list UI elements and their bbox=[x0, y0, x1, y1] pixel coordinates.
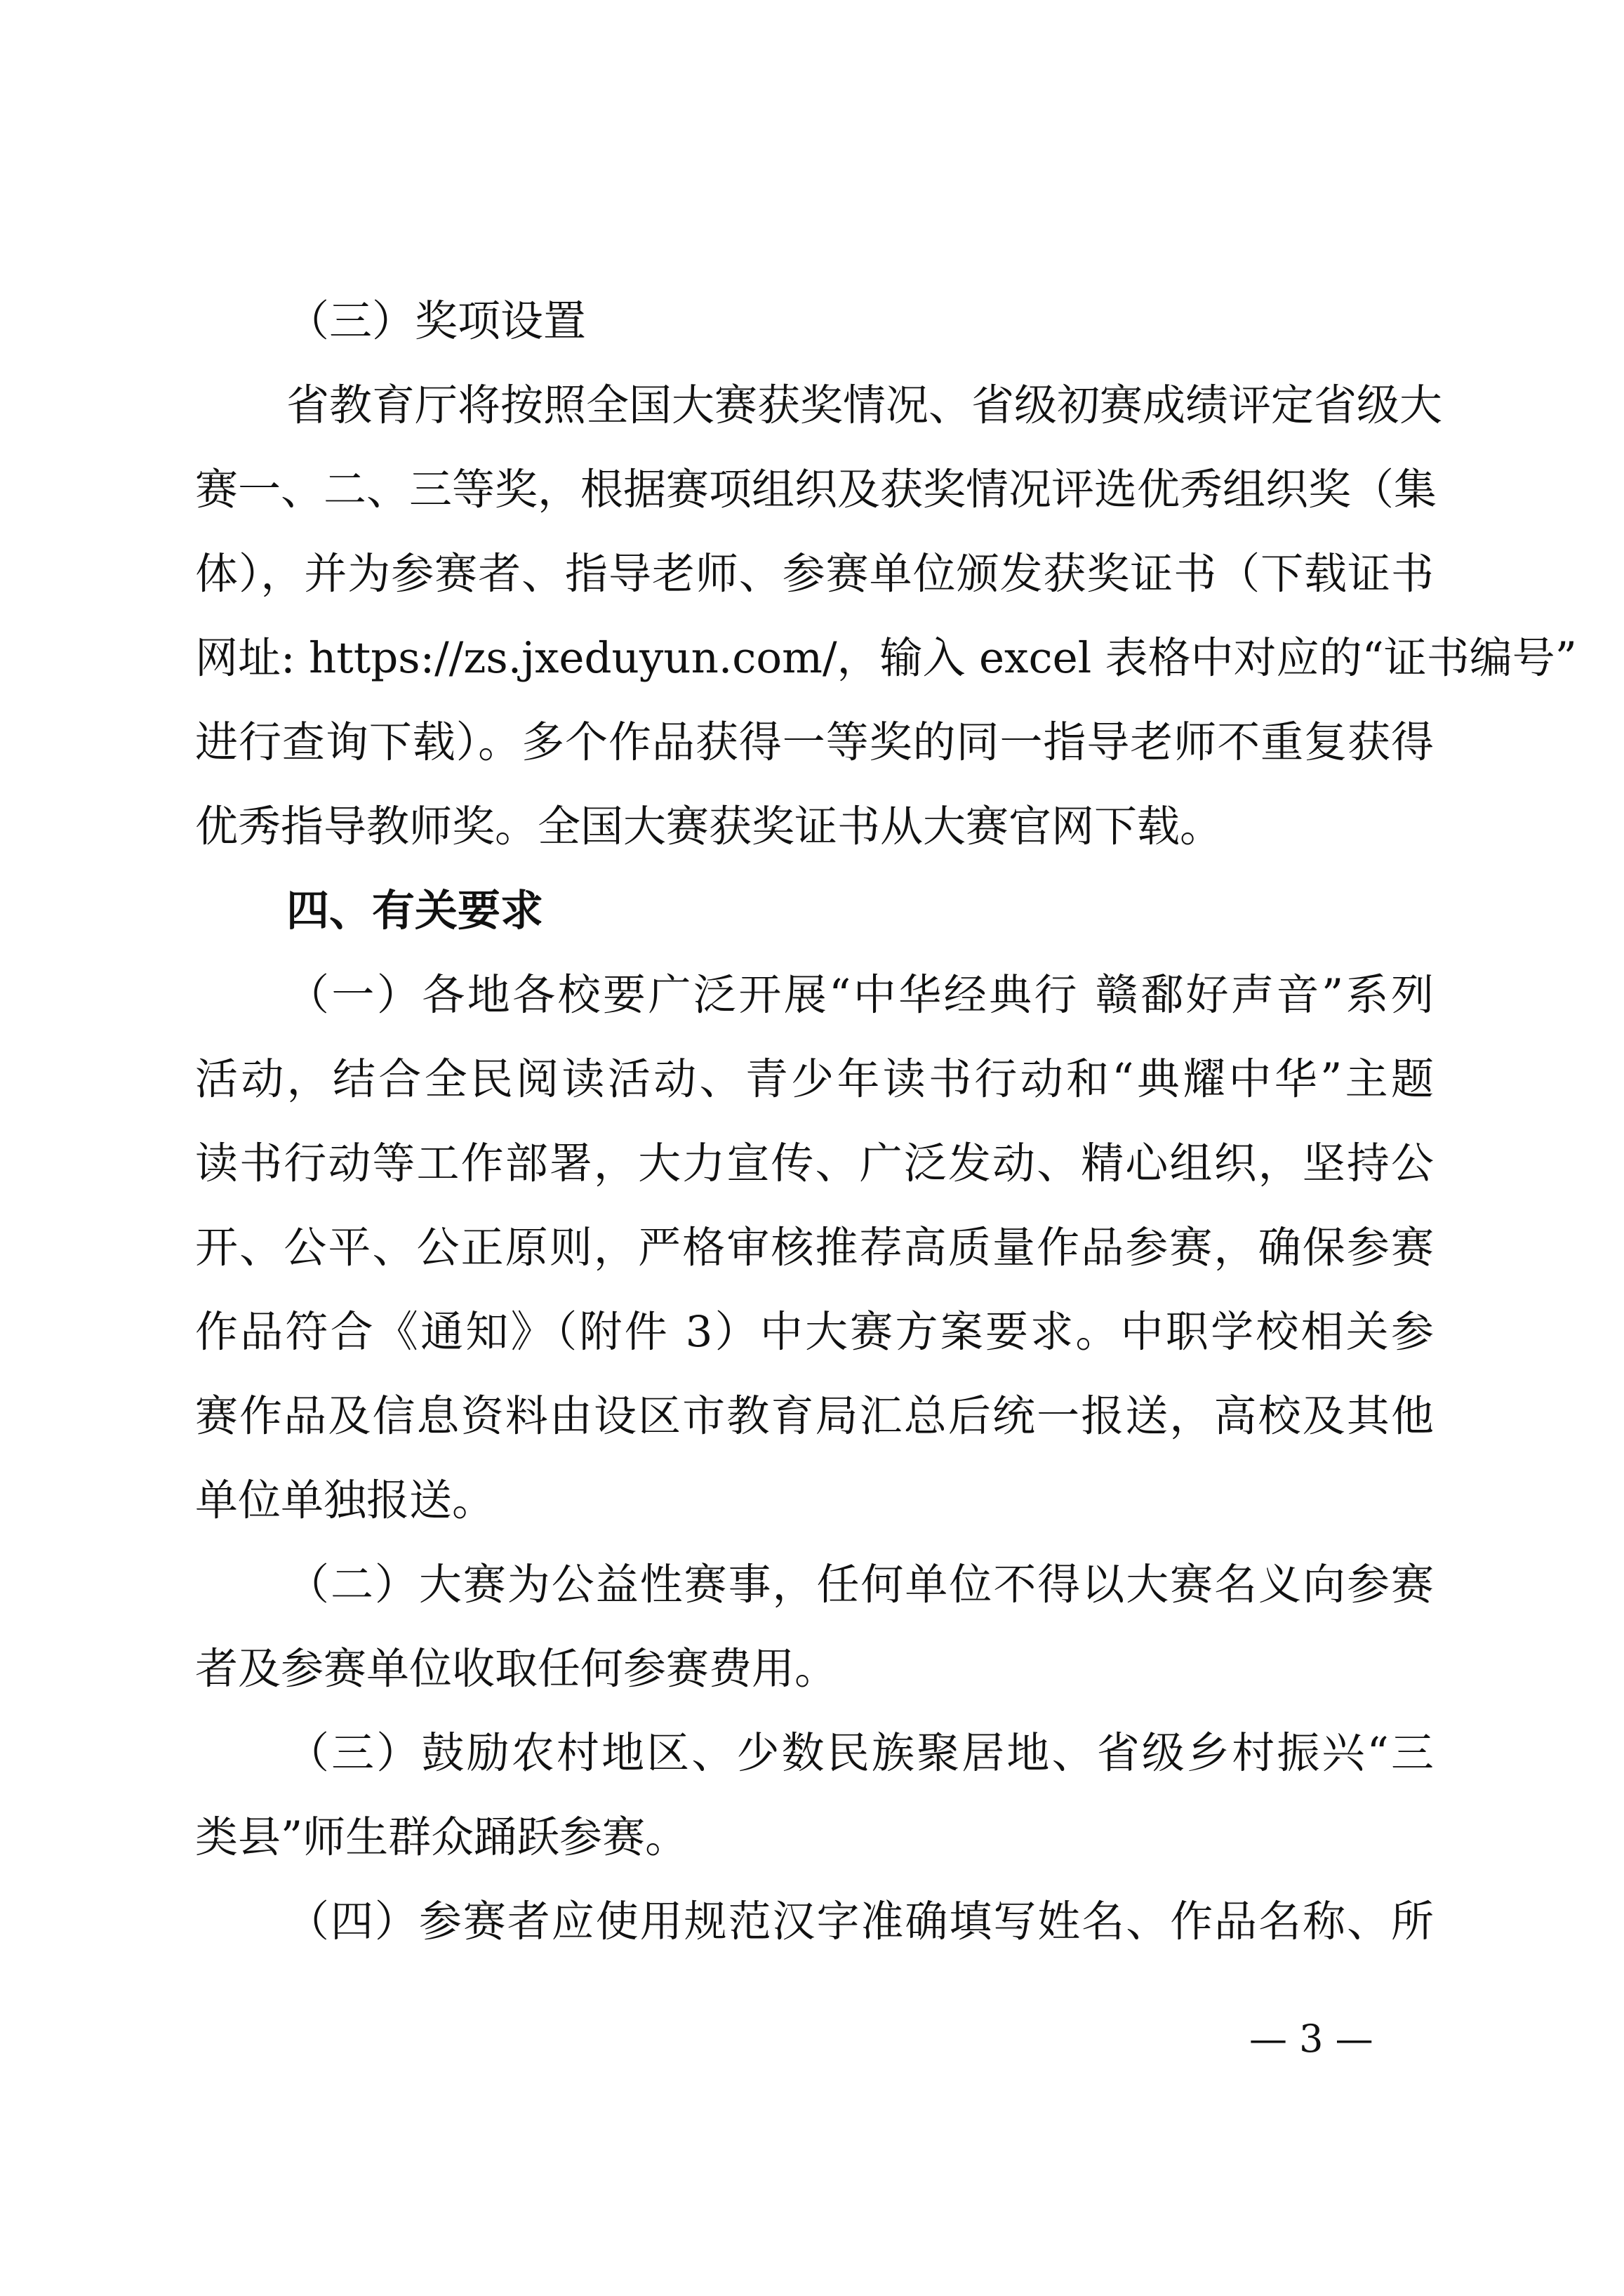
requirements-heading: 四、有关要求 bbox=[286, 886, 544, 936]
requirement-1-line-2: 活动，结合全民阅读活动、青少年读书行动和“典耀中华”主题 bbox=[195, 1054, 1434, 1104]
requirement-2-line-2: 者及参赛单位收取任何参赛费用。 bbox=[195, 1644, 838, 1694]
requirement-1-line-4: 开、公平、公正原则，严格审核推荐高质量作品参赛，确保参赛 bbox=[195, 1223, 1434, 1273]
awards-paragraph-line-4: 网址: https://zs.jxeduyun.com/，输入 excel 表格中对应的“证书编号” bbox=[195, 633, 1577, 683]
requirement-1-line-5: 作品符合《通知》（附件 3）中大赛方案要求。中职学校相关参 bbox=[195, 1307, 1434, 1357]
requirement-1-line-1: （一）各地各校要广泛开展“中华经典行 赣鄱好声音”系列 bbox=[286, 970, 1434, 1020]
awards-paragraph-line-3: 体），并为参赛者、指导老师、参赛单位颁发获奖证书（下载证书 bbox=[195, 549, 1434, 599]
requirement-1-line-7: 单位单独报送。 bbox=[195, 1475, 495, 1525]
requirement-3-line-2: 类县”师生群众踊跃参赛。 bbox=[195, 1812, 688, 1862]
awards-paragraph-line-6: 优秀指导教师奖。全国大赛获奖证书从大赛官网下载。 bbox=[195, 802, 1223, 851]
awards-paragraph-line-5: 进行查询下载）。多个作品获得一等奖的同一指导老师不重复获得 bbox=[195, 717, 1434, 767]
page-number: — 3 — bbox=[1249, 2017, 1373, 2061]
requirement-4-line-1: （四）参赛者应使用规范汉字准确填写姓名、作品名称、所 bbox=[286, 1897, 1434, 1946]
awards-paragraph-line-2: 赛一、二、三等奖，根据赛项组织及获奖情况评选优秀组织奖（集 bbox=[195, 465, 1437, 515]
requirement-1-line-6: 赛作品及信息资料由设区市教育局汇总后统一报送，高校及其他 bbox=[195, 1391, 1434, 1441]
requirement-1-line-3: 读书行动等工作部署，大力宣传、广泛发动、精心组织，坚持公 bbox=[195, 1139, 1434, 1188]
requirement-2-line-1: （二）大赛为公益性赛事，任何单位不得以大赛名义向参赛 bbox=[286, 1560, 1434, 1610]
awards-paragraph-line-1: 省教育厅将按照全国大赛获奖情况、省级初赛成绩评定省级大 bbox=[286, 380, 1443, 430]
requirement-3-line-1: （三）鼓励农村地区、少数民族聚居地、省级乡村振兴“三 bbox=[286, 1728, 1434, 1778]
awards-heading: （三）奖项设置 bbox=[286, 296, 587, 346]
